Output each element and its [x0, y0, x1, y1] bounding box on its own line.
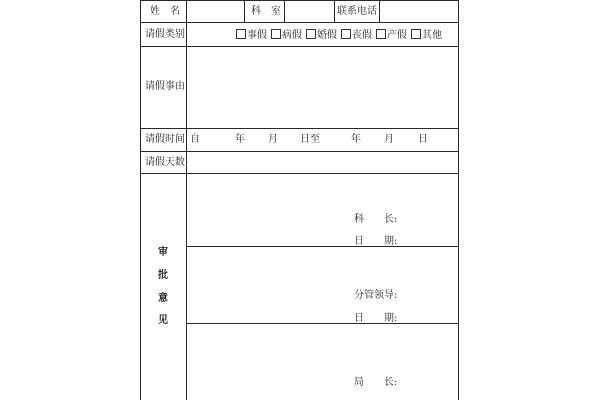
approval-char-3: 意 [158, 293, 168, 304]
leave-type-label: 请假类别 [145, 29, 185, 40]
name-label: 姓 名 [150, 6, 180, 17]
option-label: 婚假 [317, 30, 337, 41]
option-personal-leave[interactable] [236, 29, 267, 42]
rule-left [140, 0, 141, 400]
option-label: 病假 [282, 30, 302, 41]
option-other-leave[interactable] [411, 29, 442, 42]
rule-row1-d [379, 0, 380, 22]
option-label: 其他 [422, 30, 442, 41]
leave-time-label: 请假时间 [145, 134, 185, 145]
rule-right [458, 0, 459, 400]
rule-row1 [140, 22, 458, 23]
rule-row1-a [244, 0, 245, 22]
checkbox-icon [341, 29, 351, 39]
rule-row3 [140, 128, 458, 129]
section-head-signature: 科 长: [354, 214, 398, 225]
time-month-1: 月 [268, 134, 278, 145]
bureau-chief-signature: 局 长: [354, 377, 398, 388]
approval-char-1: 审 [158, 247, 168, 258]
rule-top [140, 0, 458, 1]
approval-char-4: 见 [158, 315, 168, 326]
leave-reason-label: 请假事由 [145, 81, 185, 92]
leader-date: 日 期: [354, 313, 398, 324]
option-bereavement-leave[interactable] [341, 29, 372, 42]
time-day-to: 日至 [300, 134, 320, 145]
section-head-date: 日 期: [354, 236, 398, 247]
checkbox-icon [411, 29, 421, 39]
rule-approval-2 [186, 323, 458, 324]
approval-char-2: 批 [158, 270, 168, 281]
rule-row5 [140, 173, 458, 174]
rule-label-col [186, 0, 187, 400]
option-label: 产假 [387, 30, 407, 41]
option-sick-leave[interactable] [271, 29, 302, 42]
checkbox-icon [306, 29, 316, 39]
time-month-2: 月 [384, 134, 394, 145]
time-from: 自 [190, 134, 200, 145]
rule-row2 [140, 46, 458, 47]
option-label: 丧假 [352, 30, 372, 41]
time-year-2: 年 [351, 134, 361, 145]
leader-signature: 分管领导: [354, 290, 398, 301]
phone-label: 联系电话 [337, 6, 377, 17]
checkbox-icon [376, 29, 386, 39]
option-marriage-leave[interactable] [306, 29, 337, 42]
rule-approval-1 [186, 246, 458, 247]
leave-days-label: 请假天数 [145, 157, 185, 168]
department-label: 科 室 [251, 6, 281, 17]
option-label: 事假 [247, 30, 267, 41]
time-day-2: 日 [418, 134, 428, 145]
rule-row1-b [284, 0, 285, 22]
leave-type-options [236, 29, 446, 42]
option-maternity-leave[interactable] [376, 29, 407, 42]
rule-row4 [140, 151, 458, 152]
time-year-1: 年 [235, 134, 245, 145]
checkbox-icon [271, 29, 281, 39]
rule-row1-c [334, 0, 335, 22]
checkbox-icon [236, 29, 246, 39]
